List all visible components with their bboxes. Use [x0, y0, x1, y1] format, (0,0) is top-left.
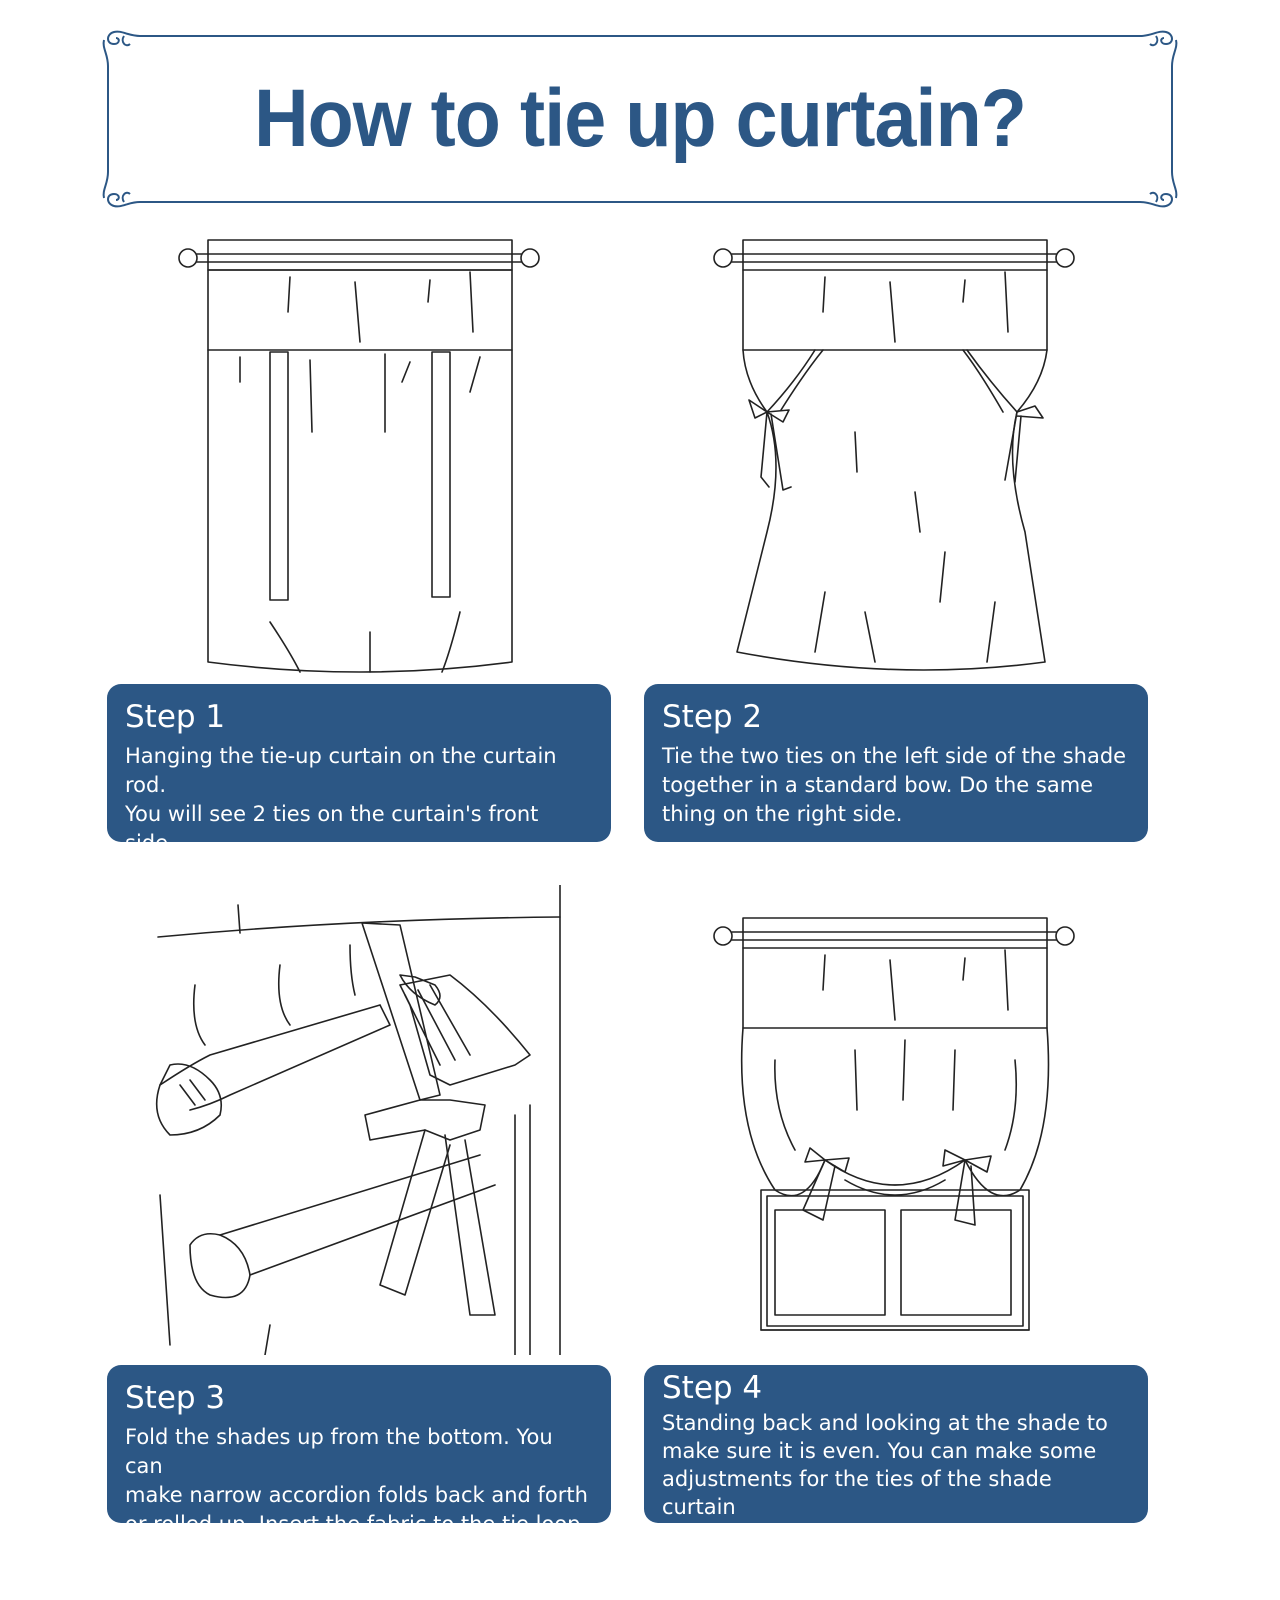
step-4-title: Step 4	[662, 1370, 763, 1406]
step-2-line-3: thing on the right side.	[662, 802, 903, 826]
step-3-line-3: or rolled up. Insert the fabric to the tie loop.	[125, 1512, 588, 1536]
step-3-illustration	[150, 885, 570, 1355]
step-4-card	[644, 1365, 1148, 1547]
step-1-illustration	[170, 232, 550, 682]
step-1-line-3: another 2 ties on its backside.	[125, 860, 443, 884]
step-2-illustration	[705, 232, 1085, 682]
step-2-line-2: together in a standard bow. Do the same	[662, 773, 1094, 797]
step-2-line-1: Tie the two ties on the left side of the shade	[662, 744, 1127, 768]
step-2-card	[644, 684, 1148, 842]
step-4-line-2: make sure it is even. You can make some	[662, 1439, 1097, 1463]
step-4-line-1: Standing back and looking at the shade to	[662, 1411, 1108, 1435]
step-4-illustration	[705, 910, 1085, 1350]
step-1-line-1: Hanging the tie-up curtain on the curtain rod.	[125, 744, 557, 797]
step-3-card	[107, 1365, 611, 1536]
step-3-line-1: Fold the shades up from the bottom. You can	[125, 1425, 553, 1478]
step-1-title: Step 1	[125, 699, 226, 735]
step-3-title: Step 3	[125, 1380, 226, 1416]
step-3-line-2: make narrow accordion folds back and forth	[125, 1483, 588, 1507]
step-1-line-2: You will see 2 ties on the curtain's front side,	[125, 802, 539, 855]
step-4-line-3: adjustments for the ties of the shade curtain	[662, 1467, 1052, 1519]
step-2-title: Step 2	[662, 699, 763, 735]
page-title: How to tie up curtain?	[254, 73, 1026, 164]
title-frame	[100, 26, 1180, 212]
step-1-card	[107, 684, 611, 884]
step-4-line-4: is not even.	[662, 1523, 785, 1547]
